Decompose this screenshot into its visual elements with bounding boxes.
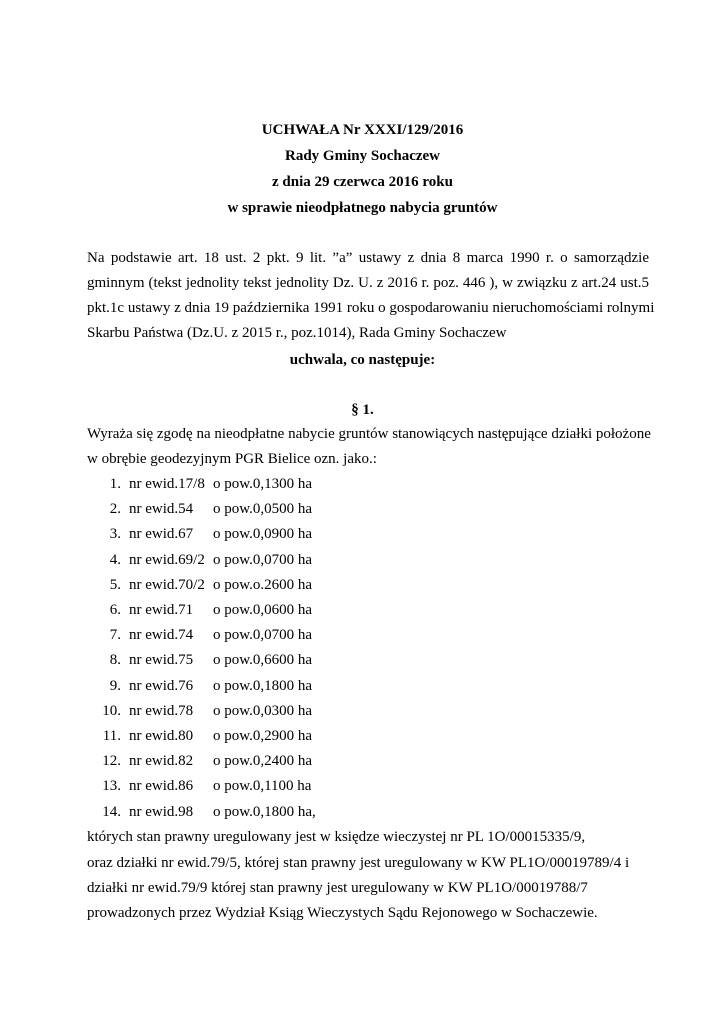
plot-registry-number: nr ewid.86 bbox=[129, 778, 194, 795]
plot-registry-number: nr ewid.17/8 bbox=[129, 476, 205, 492]
plot-area: o pow.0,6600 ha bbox=[213, 652, 313, 669]
plot-registry-number: nr ewid.78 bbox=[129, 702, 194, 719]
plot-item-number: 7. bbox=[109, 627, 121, 644]
plot-area: o pow.0,1100 ha bbox=[213, 778, 312, 795]
plot-registry-number: nr ewid.80 bbox=[129, 728, 194, 744]
plot-area: o pow.0,0900 ha bbox=[213, 526, 313, 543]
plot-area: o pow.0,2900 ha bbox=[213, 728, 313, 744]
plot-item-number: 10. bbox=[102, 702, 121, 719]
plot-area: o pow.0,0700 ha bbox=[213, 627, 313, 644]
plot-registry-number: nr ewid.76 bbox=[129, 677, 194, 694]
plot-item-number: 2. bbox=[109, 501, 121, 518]
section-1-heading: § 1. bbox=[351, 402, 374, 418]
plot-registry-number: nr ewid.71 bbox=[129, 602, 194, 618]
plot-item-number: 14. bbox=[102, 803, 121, 820]
plot-item-number: 8. bbox=[109, 652, 121, 669]
resolution-subject: w sprawie nieodpłatnego nabycia gruntów bbox=[227, 200, 498, 216]
plot-area: o pow.0,2400 ha bbox=[213, 753, 313, 770]
preamble-line-2: gminnym (tekst jednolity tekst jednolity Dz. U. z 2016 r. poz. 446 ), w związku z art.24 ust.5 bbox=[87, 275, 649, 291]
plot-area: o pow.0,1300 ha bbox=[213, 476, 313, 492]
closing-line-4: prowadzonych przez Wydział Ksiąg Wieczystych Sądu Rejonowego w Sochaczewie. bbox=[87, 905, 598, 921]
plot-registry-number: nr ewid.69/2 bbox=[129, 551, 205, 568]
section-1-intro-line-2: w obrębie geodezyjnym PGR Bielice ozn. jako.: bbox=[87, 451, 377, 467]
plot-item-number: 5. bbox=[109, 576, 121, 593]
resolution-date: z dnia 29 czerwca 2016 roku bbox=[272, 174, 453, 190]
plot-area: o pow.0,0700 ha bbox=[213, 551, 313, 568]
plot-item-number: 9. bbox=[109, 677, 121, 694]
plot-item-number: 1. bbox=[109, 476, 121, 492]
plot-registry-number: nr ewid.54 bbox=[129, 501, 194, 518]
plot-registry-number: nr ewid.74 bbox=[129, 627, 194, 644]
closing-line-3: działki nr ewid.79/9 której stan prawny jest uregulowany w KW PL1O/00019788/7 bbox=[87, 880, 588, 896]
plot-item-number: 11. bbox=[102, 728, 121, 744]
plot-item-number: 12. bbox=[102, 753, 121, 770]
plot-item-number: 3. bbox=[109, 526, 121, 543]
plot-area: o pow.0,0600 ha bbox=[213, 602, 313, 618]
issuing-body: Rady Gminy Sochaczew bbox=[285, 148, 440, 164]
closing-line-1: których stan prawny uregulowany jest w księdze wieczystej nr PL 1O/00015335/9, bbox=[87, 829, 586, 845]
resolution-title: UCHWAŁA Nr XXXI/129/2016 bbox=[261, 122, 464, 138]
resolves-heading: uchwala, co następuje: bbox=[289, 352, 436, 368]
plot-registry-number: nr ewid.75 bbox=[129, 652, 194, 669]
plot-registry-number: nr ewid.70/2 bbox=[129, 576, 205, 593]
plot-registry-number: nr ewid.98 bbox=[129, 803, 194, 820]
plot-item-number: 6. bbox=[109, 602, 121, 618]
section-1-intro-line-1: Wyraża się zgodę na nieodpłatne nabycie gruntów stanowiących następujące działki położone bbox=[87, 426, 651, 442]
plot-area: o pow.0,1800 ha bbox=[213, 677, 313, 694]
preamble-line-3: pkt.1c ustawy z dnia 19 października 1991 roku o gospodarowaniu nieruchomościami rolnymi bbox=[87, 300, 655, 316]
plot-registry-number: nr ewid.67 bbox=[129, 526, 194, 543]
closing-line-2: oraz działki nr ewid.79/5, której stan prawny jest uregulowany w KW PL1O/00019789/4 i bbox=[87, 855, 630, 871]
plot-area: o pow.0,1800 ha, bbox=[213, 803, 316, 820]
plot-area: o pow.0,0500 ha bbox=[213, 501, 313, 518]
preamble-line-4: Skarbu Państwa (Dz.U. z 2015 r., poz.1014), Rada Gminy Sochaczew bbox=[87, 325, 507, 341]
plot-area: o pow.0,0300 ha bbox=[213, 702, 313, 719]
plot-registry-number: nr ewid.82 bbox=[129, 753, 194, 770]
plot-item-number: 13. bbox=[102, 778, 121, 795]
plot-area: o pow.o.2600 ha bbox=[213, 576, 313, 593]
plot-item-number: 4. bbox=[109, 551, 121, 568]
preamble-line-1: Na podstawie art. 18 ust. 2 pkt. 9 lit. ”a” ustawy z dnia 8 marca 1990 r. o samorządzie bbox=[87, 250, 649, 266]
